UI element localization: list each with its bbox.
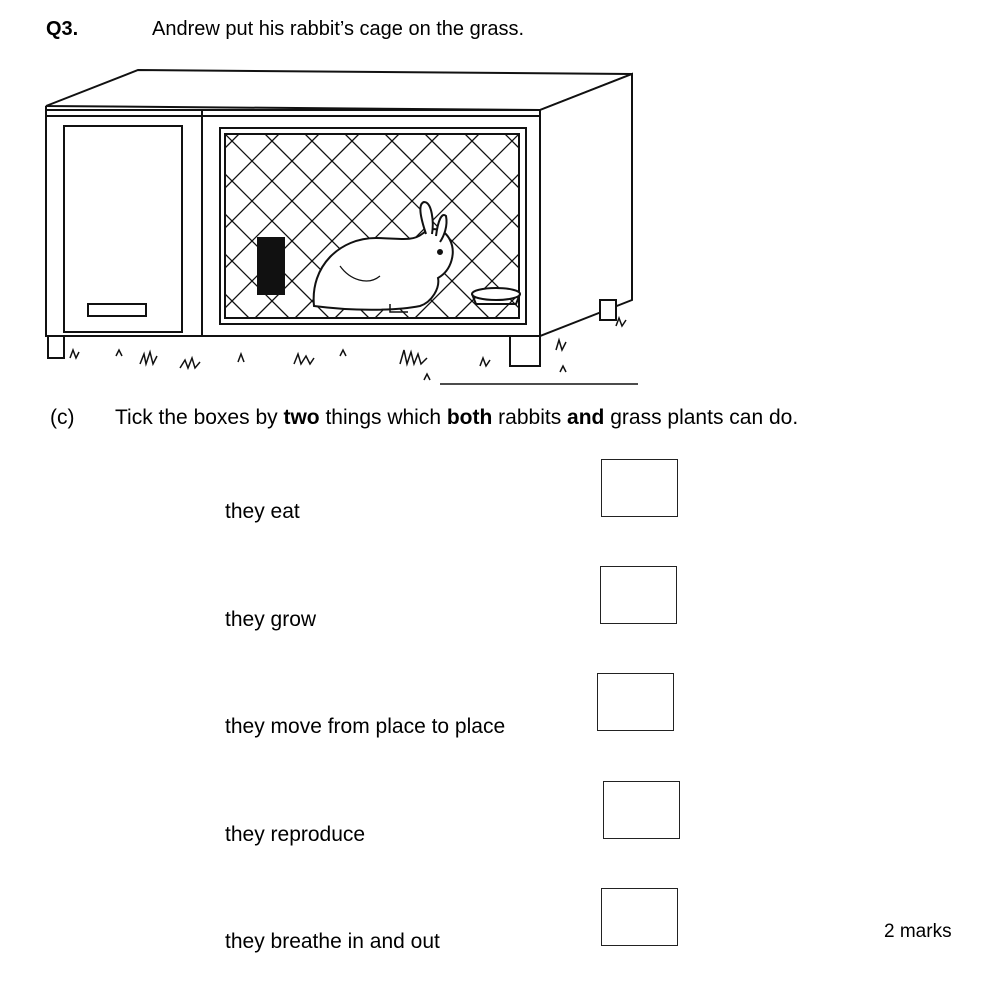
part-instruction: Tick the boxes by two things which both rabbits and grass plants can do.	[115, 406, 799, 429]
tick-box-move[interactable]	[597, 673, 674, 731]
tick-box-eat[interactable]	[601, 459, 678, 517]
part-label: (c)	[50, 406, 75, 429]
option-label-reproduce: they reproduce	[225, 823, 366, 846]
marks-label: 2 marks	[884, 921, 952, 942]
option-label-breathe: they breathe in and out	[225, 930, 440, 953]
tick-box-grow[interactable]	[600, 566, 677, 624]
option-label-move: they move from place to place	[225, 715, 506, 738]
option-label-eat: they eat	[225, 500, 300, 523]
rabbit-cage-icon	[40, 66, 640, 388]
question-intro: Andrew put his rabbit’s cage on the grass.	[152, 18, 525, 40]
tick-box-breathe[interactable]	[601, 888, 678, 946]
tick-box-reproduce[interactable]	[603, 781, 680, 839]
option-label-grow: they grow	[225, 608, 317, 631]
question-number: Q3.	[46, 18, 79, 40]
